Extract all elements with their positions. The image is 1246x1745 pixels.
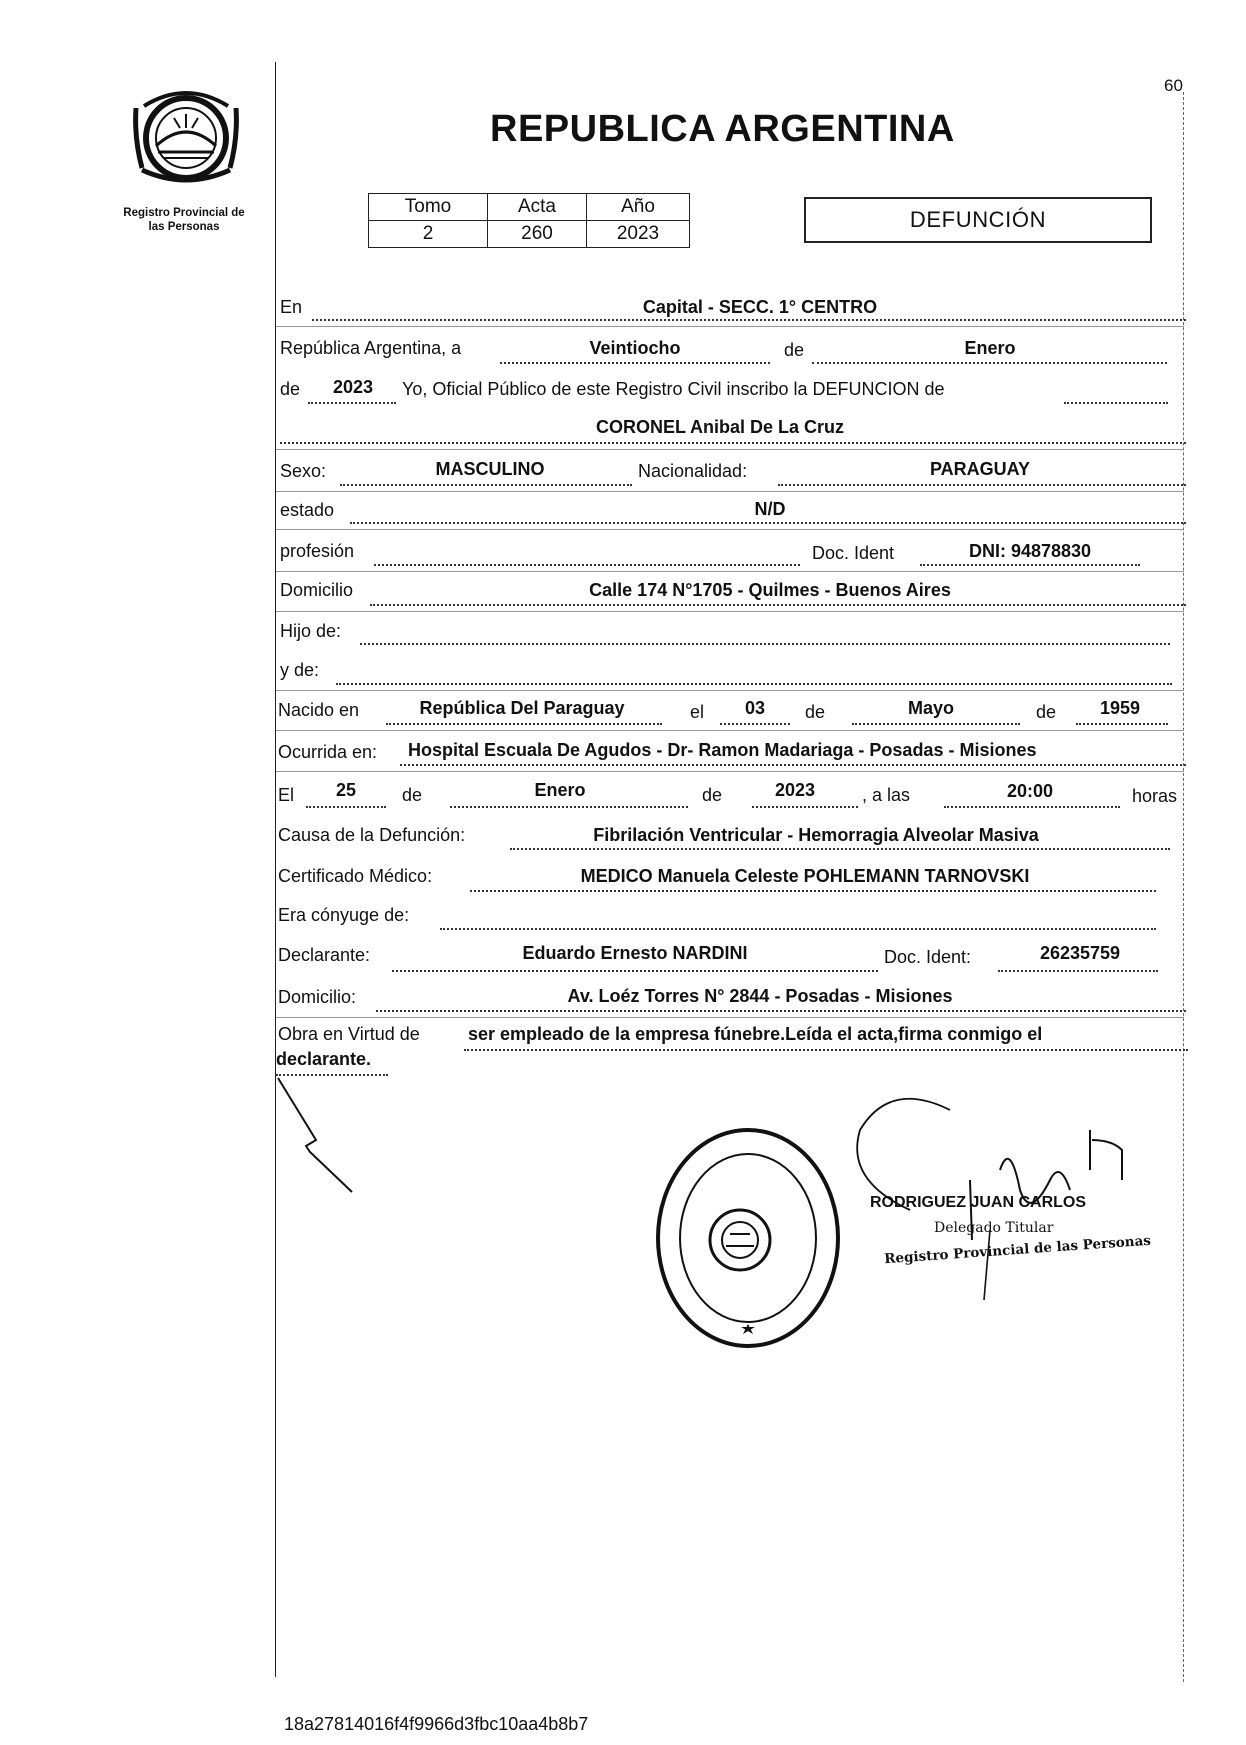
causa-dots	[510, 848, 1170, 850]
de-label: de	[784, 340, 805, 360]
nacido-mes-dots	[852, 723, 1020, 725]
causa-label: Causa de la Defunción:	[278, 825, 466, 845]
row-rule	[276, 690, 1184, 691]
estado-value: N/D	[754, 499, 786, 519]
name-dots	[280, 442, 1186, 444]
el-label: el	[690, 702, 705, 722]
signer-office: Registro Provincial de las Personas	[883, 1232, 1152, 1268]
decl-doc-dots	[998, 970, 1158, 972]
sexo-value: MASCULINO	[435, 459, 545, 479]
anio-value: 2023	[587, 221, 690, 248]
month-dots	[812, 362, 1167, 364]
obra-label: Obra en Virtud de	[278, 1024, 420, 1044]
anio-header: Año	[587, 194, 690, 221]
row-rule	[276, 771, 1184, 772]
nacido-anio: 1959	[1099, 698, 1141, 718]
decl-domicilio-value: Av. Loéz Torres N° 2844 - Posadas - Misiones	[567, 986, 953, 1006]
nacido-mes: Mayo	[907, 698, 954, 718]
estado-label: estado	[280, 500, 335, 520]
nacido-de1: de	[805, 702, 826, 722]
inscribe-text: Yo, Oficial Público de este Registro Civil inscribo la DEFUNCION de	[402, 379, 945, 399]
inscribe-dots	[1064, 402, 1168, 404]
obra-value-line1: ser empleado de la empresa fúnebre.Leída el acta,firma conmigo el	[468, 1024, 1043, 1044]
signature-scribble	[850, 1070, 1150, 1310]
row-rule	[276, 571, 1184, 572]
certificado-value: MEDICO Manuela Celeste POHLEMANN TARNOVSKI	[580, 866, 1030, 886]
closing-stroke	[276, 1076, 356, 1196]
tomo-value: 2	[369, 221, 488, 248]
row-rule	[276, 491, 1184, 492]
ocurrida-dots	[400, 764, 1186, 766]
en-dots	[312, 319, 1186, 321]
right-edge-line	[1183, 92, 1184, 1682]
el2-label: El	[278, 785, 295, 805]
year-dots	[308, 402, 396, 404]
left-margin-line	[275, 62, 276, 1677]
ocurrida-label: Ocurrida en:	[278, 742, 378, 762]
nacionalidad-label: Nacionalidad:	[638, 461, 748, 481]
horas-label: horas	[1132, 786, 1178, 806]
profesion-label: profesión	[280, 541, 355, 561]
year-value: 2023	[332, 377, 374, 397]
domicilio-label: Domicilio	[280, 580, 354, 600]
declarante-value: Eduardo Ernesto NARDINI	[522, 943, 748, 963]
causa-value: Fibrilación Ventricular - Hemorragia Alveolar Masiva	[593, 825, 1039, 845]
conyuge-label: Era cónyuge de:	[278, 905, 410, 925]
document-hash: 18a27814016f4f9966d3fbc10aa4b8b7	[284, 1714, 589, 1734]
def-mes-dots	[450, 806, 688, 808]
signer-name: RODRIGUEZ JUAN CARLOS	[870, 1194, 1087, 1211]
sexo-label: Sexo:	[280, 461, 327, 481]
def-hora: 20:00	[1006, 781, 1054, 801]
nacido-lugar-dots	[386, 723, 662, 725]
def-hora-dots	[944, 806, 1120, 808]
def-de2: de	[702, 785, 723, 805]
day-words: Veintiocho	[589, 338, 681, 358]
row-rule	[276, 1017, 1184, 1018]
row-rule	[276, 529, 1184, 530]
certificado-label: Certificado Médico:	[278, 866, 433, 886]
nacido-dia: 03	[744, 698, 766, 718]
def-de1: de	[402, 785, 423, 805]
year-label: de	[280, 379, 301, 399]
sexo-dots	[340, 484, 632, 486]
row-rule	[276, 611, 1184, 612]
registry-caption: Registro Provincial de las Personas	[123, 207, 245, 233]
declarante-dots	[392, 970, 878, 972]
ocurrida-value: Hospital Escuala De Agudos - Dr- Ramon Madariaga - Posadas - Misiones	[408, 740, 1037, 760]
certificado-dots	[470, 890, 1156, 892]
republica-label: República Argentina, a	[280, 338, 462, 358]
yde-dots	[336, 683, 1172, 685]
decl-domicilio-label: Domicilio:	[278, 987, 357, 1007]
row-rule	[276, 326, 1184, 327]
domicilio-value: Calle 174 N°1705 - Quilmes - Buenos Aires	[589, 580, 951, 600]
estado-dots	[350, 522, 1186, 524]
day-dots	[500, 362, 770, 364]
conyuge-dots	[440, 928, 1156, 930]
nacido-de2: de	[1036, 702, 1057, 722]
domicilio-dots	[370, 604, 1186, 606]
registry-table	[368, 193, 690, 248]
decl-doc-value: 26235759	[1039, 943, 1121, 963]
nacido-lugar: República Del Paraguay	[419, 698, 625, 718]
def-dia: 25	[335, 780, 357, 800]
month-value: Enero	[964, 338, 1016, 358]
decl-domicilio-dots	[376, 1010, 1186, 1012]
def-anio: 2023	[774, 780, 816, 800]
acta-header: Acta	[488, 194, 587, 221]
tomo-header: Tomo	[369, 194, 488, 221]
declarante-label: Declarante:	[278, 945, 371, 965]
nacido-label: Nacido en	[278, 700, 360, 720]
nacionalidad-dots	[778, 484, 1186, 486]
nacido-anio-dots	[1076, 723, 1168, 725]
page-number: 60	[1164, 76, 1183, 95]
def-anio-dots	[752, 806, 858, 808]
signer-role: Delegado Titular	[934, 1220, 1054, 1236]
row-rule	[276, 730, 1184, 731]
nacido-dia-dots	[720, 723, 790, 725]
hijo-label: Hijo de:	[280, 621, 342, 641]
document-type-box: DEFUNCIÓN	[804, 197, 1152, 243]
doc-ident-value: DNI: 94878830	[968, 541, 1092, 561]
decl-doc-label: Doc. Ident:	[884, 947, 972, 967]
official-seal	[648, 1118, 848, 1358]
obra-value-line2: declarante.	[276, 1049, 372, 1069]
page-title: REPUBLICA ARGENTINA	[490, 108, 955, 150]
profesion-dots	[374, 564, 800, 566]
province-logo	[128, 78, 244, 201]
def-mes: Enero	[534, 780, 586, 800]
hijo-dots	[360, 643, 1170, 645]
alas-label: , a las	[862, 785, 911, 805]
doc-ident-label: Doc. Ident	[812, 543, 895, 563]
en-value: Capital - SECC. 1° CENTRO	[642, 297, 878, 317]
doc-ident-dots	[920, 564, 1140, 566]
obra-dots	[464, 1049, 1188, 1051]
yde-label: y de:	[280, 660, 320, 680]
nacionalidad-value: PARAGUAY	[929, 459, 1031, 479]
row-rule	[276, 449, 1184, 450]
deceased-name: CORONEL Anibal De La Cruz	[595, 417, 845, 437]
acta-value: 260	[488, 221, 587, 248]
def-dia-dots	[306, 806, 386, 808]
en-label: En	[280, 297, 303, 317]
